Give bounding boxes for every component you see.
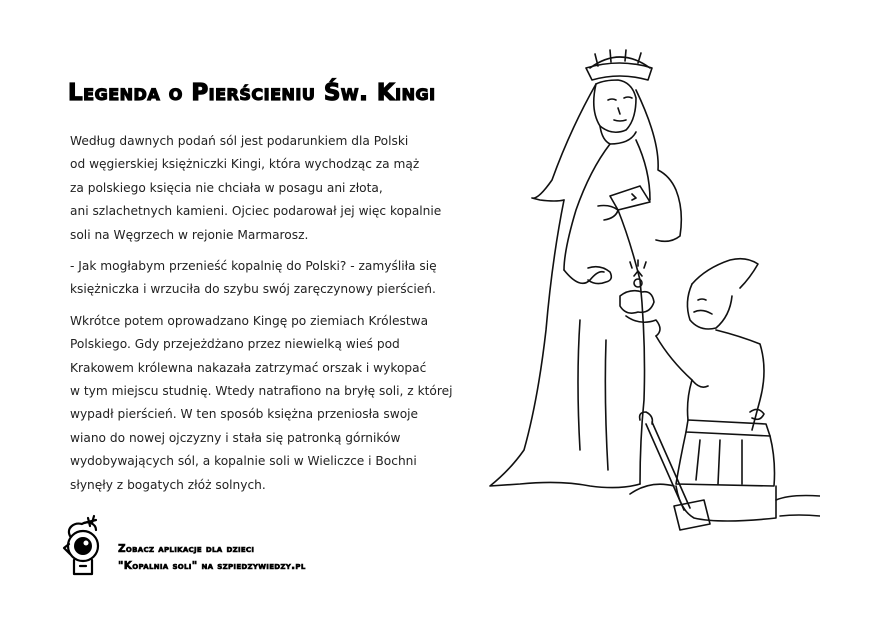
text-line: Według dawnych podań sól jest podarunkiem dla Polski <box>70 134 409 148</box>
text-line: Polskiego. Gdy przejeżdżano przez niewielką wieś pod <box>70 337 400 352</box>
text-line: w tym miejscu studnię. Wtedy natrafiono na bryłę soli, z której <box>70 384 453 399</box>
footer-promo <box>60 514 420 578</box>
paragraph-3 <box>70 310 490 497</box>
saint-kinga-miner-illustration <box>480 40 820 600</box>
footer-line-1: Zobacz aplikacje dla dzieci <box>118 543 255 555</box>
text-line: soli na Węgrzech w rejonie Marmarosz. <box>70 227 309 242</box>
text-line: Wkrótce potem oprowadzano Kingę po ziemiach Królestwa <box>70 313 429 328</box>
text-line: księżniczka i wrzuciła do szybu swój zaręczynowy pierścień. <box>70 282 436 297</box>
text-line: Krakowem królewna nakazała zatrzymać orszak i wykopać <box>70 360 427 375</box>
legend-text <box>70 130 490 505</box>
text-line: za polskiego księcia nie chciała w posagu ani złota, <box>70 180 383 195</box>
spy-eye-mascot-icon <box>60 514 110 576</box>
footer-line-2[interactable]: "Kopalnia soli" na szpiedzywiedzy.pl <box>118 560 306 572</box>
text-line: od węgierskiej księżniczki Kingi, która wychodząc za mąż <box>70 157 420 172</box>
paragraph-2 <box>70 255 490 302</box>
text-line: wiano do nowej ojczyzny i stała się patronką górników <box>70 430 401 445</box>
text-line: - Jak mogłabym przenieść kopalnię do Polski? - zamyśliła się <box>70 259 437 274</box>
text-line: wypadł pierścień. W ten sposób księżna przeniosła swoje <box>70 407 419 422</box>
page-title: Legenda o Pierścieniu Św. Kingi <box>68 80 436 106</box>
text-line: ani szlachetnych kamieni. Ojciec podarował jej więc kopalnie <box>70 204 442 219</box>
paragraph-1 <box>70 130 490 247</box>
text-line: słynęły z bogatych złóż solnych. <box>70 477 266 492</box>
text-line: wydobywających sól, a kopalnie soli w Wieliczce i Bochni <box>70 454 417 469</box>
footer-text <box>118 541 306 575</box>
